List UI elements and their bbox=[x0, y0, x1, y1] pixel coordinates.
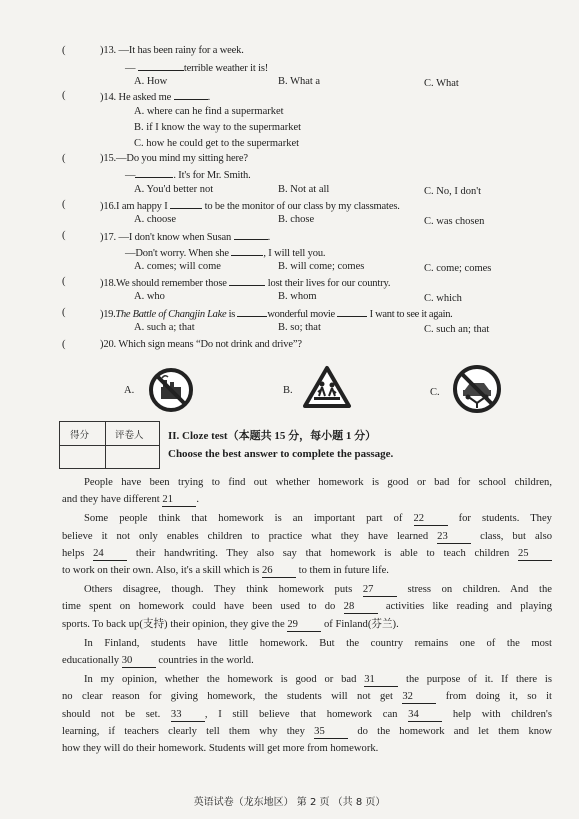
option-b[interactable]: B. Not at all bbox=[278, 184, 330, 195]
blank-32[interactable]: 32 bbox=[402, 691, 436, 704]
answer-paren[interactable]: ( bbox=[62, 45, 66, 56]
option-b[interactable]: B. chose bbox=[278, 214, 315, 225]
option-c[interactable]: C. was chosen bbox=[424, 216, 485, 227]
option-c[interactable]: C. come; comes bbox=[424, 263, 492, 274]
option-a[interactable]: A. choose bbox=[134, 214, 176, 225]
option-a[interactable]: A. who bbox=[134, 291, 165, 302]
answer-paren[interactable]: ( bbox=[62, 339, 66, 350]
blank-24[interactable]: 24 bbox=[93, 548, 127, 561]
question-14: ( )14. He asked me . bbox=[62, 90, 211, 103]
option-c[interactable]: C. such an; that bbox=[424, 324, 490, 335]
cloze-passage: People have been trying to find out whether homework is good or bad for school children, and they have different 21 . Some people think that homework is an important part of 22 for students. They believe it not only enables children to practice what they have learned 23 class, but also helps 24 their handwriting. They also say that homework is able to teach children 25 to work on their own. Also, it's a skill which is 26 to them in future life. Others disagree, though. They think homework puts 27 stress on children. And the time spent on homework could have been used to do 28 activities like reading and playing sports. To back up(支持) their opinion, they give the 29 of Finland(芬兰). In Finland, students have little homework. But the country remains one of the most educationally 30 countries in the world. In my opinion, whether the homework is good or bad 31 the purpose of it. If there is no clear reason for giving homework, the students will not get 32 from doing it, so it should not be set. 33 , I still believe that homework can 34 help with children's learning, if teachers clearly tell them why they 35 do the homework and let them know how they will do their homework. Students will get more from homework. bbox=[62, 477, 553, 755]
question-15: ( )15.—Do you mind my sitting here? — . It's for Mr. Smith. bbox=[62, 153, 251, 181]
question-17: ( )17. —I don't know when Susan . —Don't worry. When she , I will tell you. bbox=[62, 230, 326, 259]
section-title: II. Cloze test（本题共 15 分，每小题 1 分） bbox=[168, 430, 377, 442]
option-c[interactable]: C. What bbox=[424, 78, 459, 89]
blank-30[interactable]: 30 bbox=[122, 655, 156, 668]
page-footer: 英语试卷（龙东地区） 第 2 页 （共 8 页） bbox=[193, 797, 386, 808]
score-label: 得分 bbox=[70, 430, 90, 441]
score-table bbox=[59, 421, 160, 469]
grader-label: 评卷人 bbox=[115, 430, 144, 441]
blank-26[interactable]: 26 bbox=[262, 565, 296, 578]
blank-31[interactable]: 31 bbox=[364, 674, 398, 687]
answer-paren[interactable]: ( bbox=[62, 276, 66, 287]
blank-23[interactable]: 23 bbox=[437, 531, 471, 544]
option-c[interactable]: C. which bbox=[424, 293, 462, 304]
blank bbox=[337, 305, 367, 317]
option-b[interactable]: B. What a bbox=[278, 76, 321, 87]
answer-paren[interactable]: ( bbox=[62, 199, 66, 210]
option-c[interactable]: C. how he could get to the supermarket bbox=[134, 138, 300, 149]
option-b[interactable]: B. whom bbox=[278, 291, 317, 302]
option-c[interactable]: C. bbox=[430, 387, 440, 398]
blank-22[interactable]: 22 bbox=[414, 513, 448, 526]
blank-25[interactable]: 25 bbox=[518, 548, 552, 561]
blank-27[interactable]: 27 bbox=[363, 584, 397, 597]
no-drink-driving-sign-icon bbox=[452, 364, 502, 414]
option-a[interactable]: A. bbox=[124, 385, 135, 396]
option-a[interactable]: A. such a; that bbox=[134, 322, 195, 333]
answer-paren[interactable]: ( bbox=[62, 153, 66, 164]
blank bbox=[237, 305, 267, 317]
section-instructions: Choose the best answer to complete the passage. bbox=[168, 448, 394, 460]
question-16: ( )16.I am happy I to be the monitor of our class by my classmates. bbox=[62, 199, 400, 212]
blank bbox=[135, 166, 173, 178]
blank bbox=[231, 244, 263, 256]
blank bbox=[170, 197, 202, 209]
option-a[interactable]: A. How bbox=[134, 76, 168, 87]
blank bbox=[174, 88, 208, 100]
answer-paren[interactable]: ( bbox=[62, 90, 66, 101]
blank bbox=[138, 59, 184, 71]
no-factory-sign-icon bbox=[148, 367, 194, 413]
blank-29[interactable]: 29 bbox=[287, 619, 321, 632]
option-a[interactable]: A. where can he find a supermarket bbox=[134, 106, 284, 117]
blank-33[interactable]: 33 bbox=[171, 709, 205, 722]
question-13: ( )13. —It has been rainy for a week. — terrible weather it is! bbox=[62, 45, 269, 74]
option-a[interactable]: A. You'd better not bbox=[134, 184, 214, 195]
blank-34[interactable]: 34 bbox=[408, 709, 442, 722]
answer-paren[interactable]: ( bbox=[62, 307, 66, 318]
option-b[interactable]: B. will come; comes bbox=[278, 261, 365, 272]
blank-21[interactable]: 21 bbox=[162, 494, 196, 507]
question-20: ( )20. Which sign means “Do not drink and drive”? bbox=[0, 337, 579, 353]
answer-paren[interactable]: ( bbox=[62, 230, 66, 241]
option-b[interactable]: B. if I know the way to the supermarket bbox=[134, 122, 302, 133]
option-a[interactable]: A. comes; will come bbox=[134, 261, 221, 272]
blank-28[interactable]: 28 bbox=[344, 601, 378, 614]
blank-35[interactable]: 35 bbox=[314, 726, 348, 739]
option-b[interactable]: B. bbox=[283, 385, 293, 396]
blank bbox=[234, 228, 268, 240]
blank bbox=[229, 274, 265, 286]
school-crossing-sign-icon bbox=[302, 365, 352, 409]
question-18: ( )18.We should remember those lost their lives for our country. bbox=[62, 276, 391, 289]
question-19: ( )19.The Battle of Changjin Lake is wonderful movie I want to see it again. bbox=[62, 307, 453, 320]
option-c[interactable]: C. No, I don't bbox=[424, 186, 482, 197]
option-b[interactable]: B. so; that bbox=[278, 322, 321, 333]
